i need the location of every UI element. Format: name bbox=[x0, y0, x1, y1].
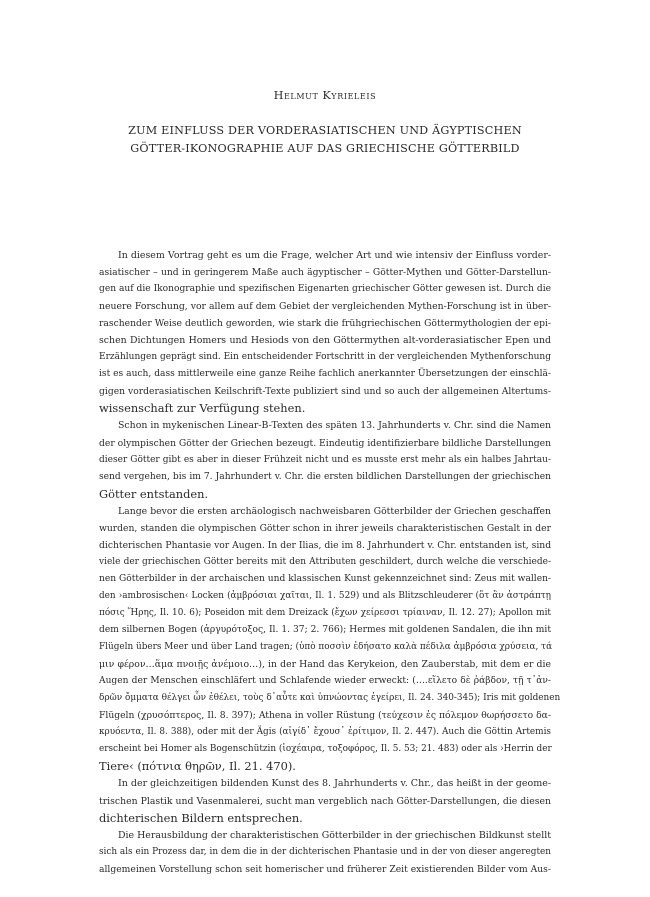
paragraph bbox=[99, 775, 551, 826]
text-line: allgemeinen Vorstellung schon seit homerischer und früherer Zeit existierenden Bilder vom Aus- bbox=[99, 863, 551, 875]
text-line: Lange bevor die ersten archäologisch nachweisbaren Götterbilder der Griechen geschaffen bbox=[118, 505, 551, 517]
text-line: schen Dichtungen Homers und Hesiods von den Göttermythen alt-vorderasiatischer Epen und bbox=[99, 335, 551, 347]
text-line: sich als ein Prozess dar, in dem die in der dichterischen Phantasie und in der von dieser angeregten bbox=[99, 846, 551, 857]
text-line: raschender Weise deutlich geworden, wie stark die frühgriechischen Göttermythologien der epi- bbox=[99, 318, 551, 330]
text-line: Flügeln (χρυσόπτερος, Il. 8. 397); Athena in voller Rüstung (τεύχεσιν ἐς πόλεμον θωρήσσετο δα- bbox=[99, 710, 551, 722]
text-line: neuere Forschung, vor allem auf dem Gebiet der vergleichenden Mythen-Forschung ist in über- bbox=[99, 301, 551, 313]
text-line: Augen der Menschen einschläfert und Schlafende wieder erweckt: (….εἵλετο δὲ ῥάβδον, τῇ τ᾽ἀν- bbox=[99, 676, 551, 687]
title-line: GÖTTER-IKONOGRAPHIE AUF DAS GRIECHISCHE GÖTTERBILD bbox=[130, 142, 520, 155]
text-line: dichterischen Phantasie vor Augen. In der Ilias, die im 8. Jahrhundert v. Chr. entstanden ist, sind bbox=[99, 539, 552, 551]
text-line: In der gleichzeitigen bildenden Kunst des 8. Jahrhunderts v. Chr., das heißt in der geome- bbox=[118, 778, 552, 790]
text-line: dichterischen Bildern entsprechen. bbox=[99, 810, 303, 825]
text-line: gen auf die Ikonographie und spezifischen Eigenarten griechischer Götter gewesen ist. Durch die bbox=[99, 284, 551, 295]
text-line: gigen vorderasiatischen Keilschrift-Texte publiziert sind und so auch der allgemeinen Altertums- bbox=[99, 386, 551, 398]
text-line: Erzählungen geprägt sind. Ein entscheidender Fortschritt in der vergleichenden Mythenforschung bbox=[99, 352, 551, 363]
text-line: wurden, standen die olympischen Götter schon in ihrer jeweils charakteristischen Gestalt in der bbox=[99, 522, 551, 534]
text-line: trischen Plastik und Vasenmalerei, sucht man vergeblich nach Götter-Darstellungen, die diesen bbox=[99, 795, 551, 807]
article-body bbox=[99, 247, 561, 878]
text-line: Tiere‹ (πότνια θηρῶν, Il. 21. 470). bbox=[99, 759, 296, 774]
text-line: dem silbernen Bogen (ἀργυρότοξος, Il. 1. 37; 2. 766); Hermes mit goldenen Sandalen, die ihn mit bbox=[99, 625, 551, 636]
text-line: In diesem Vortrag geht es um die Frage, welcher Art und wie intensiv der Einfluss vorder- bbox=[118, 250, 551, 261]
title-line: ZUM EINFLUSS DER VORDERASIATISCHEN UND ÄGYPTISCHEN bbox=[128, 124, 522, 137]
text-line: nen Götterbilder in der archaischen und klassischen Kunst gekennzeichnet sind: Zeus mit wallen- bbox=[99, 573, 551, 584]
text-line: der olympischen Götter der Griechen bezeugt. Eindeutig identifizierbare bildliche Darstellungen bbox=[99, 437, 551, 449]
text-line: κρυόεντα, Il. 8. 388), oder mit der Ägis (αἰγίδ᾽ ἔχουσ᾽ ἐρίτιμον, Il. 2. 447). Auch die Göttin Artemis bbox=[99, 727, 551, 738]
paragraph bbox=[99, 827, 551, 878]
text-line: μιν φέρον…ἅμα πνοιῇς ἀνέμοιο…), in der Hand das Kerykeion, den Zauberstab, mit dem er die bbox=[99, 659, 551, 671]
text-line: ist es auch, dass mittlerweile eine ganze Reihe fachlich anerkannter Übersetzungen der einschlä- bbox=[99, 369, 551, 380]
text-line: Flügeln übers Meer und über Land tragen; (ὑπὸ ποσσὶν ἐδήσατο καλὰ πέδιλα ἀμβρόσια χρύσεια, τά bbox=[99, 642, 553, 653]
text-line: den ›ambrosischen‹ Locken (ἀμβρόσιαι χαῖται, Il. 1. 529) und als Blitzschleuderer (ὅτ ἂν ἀστράπτῃ bbox=[99, 590, 551, 601]
text-line: δρῶν ὄμματα θέλγει ὧν ἐθέλει, τοὺς δ᾽αὖτε καὶ ὑπνώοντας ἐγείρει, Il. 24. 340-345); Iris mit goldenen bbox=[99, 693, 561, 704]
text-line: Die Herausbildung der charakteristischen Götterbilder in der griechischen Bildkunst stellt bbox=[118, 829, 551, 841]
text-line: πόσις Ἥρης, Il. 10. 6); Poseidon mit dem Dreizack (ἔχων χείρεσσι τρίαιναν, Il. 12. 27); Apollon mit bbox=[99, 607, 551, 618]
text-line: Schon in mykenischen Linear-B-Texten des späten 13. Jahrhunderts v. Chr. sind die Namen bbox=[118, 420, 552, 432]
text-line: asiatischer – und in geringerem Maße auch ägyptischer – Götter-Mythen und Götter-Darstellun- bbox=[99, 267, 551, 279]
text-line: wissenschaft zur Verfügung stehen. bbox=[99, 401, 306, 416]
article-title bbox=[80, 122, 570, 158]
paragraph bbox=[99, 247, 551, 417]
text-line: erscheint bei Homer als Bogenschützin (ἰοχέαιρα, τοξοφόρος, Il. 5. 53; 21. 483) oder als ›Herrin der bbox=[99, 744, 552, 755]
text-line: Götter entstanden. bbox=[99, 486, 209, 501]
text-line: viele der griechischen Götter bereits mit den Attributen geschildert, durch welche die verschiede- bbox=[99, 556, 551, 567]
paragraph bbox=[99, 417, 551, 502]
text-line: dieser Götter gibt es aber in dieser Frühzeit nicht und es musste erst mehr als ein halbes Jahrtau- bbox=[99, 454, 551, 465]
paragraph bbox=[99, 503, 561, 776]
author-name: Helmut Kyrieleis bbox=[273, 89, 377, 102]
text-line: send vergehen, bis im 7. Jahrhundert v. Chr. die ersten bildlichen Darstellungen der griechischen bbox=[99, 471, 551, 482]
